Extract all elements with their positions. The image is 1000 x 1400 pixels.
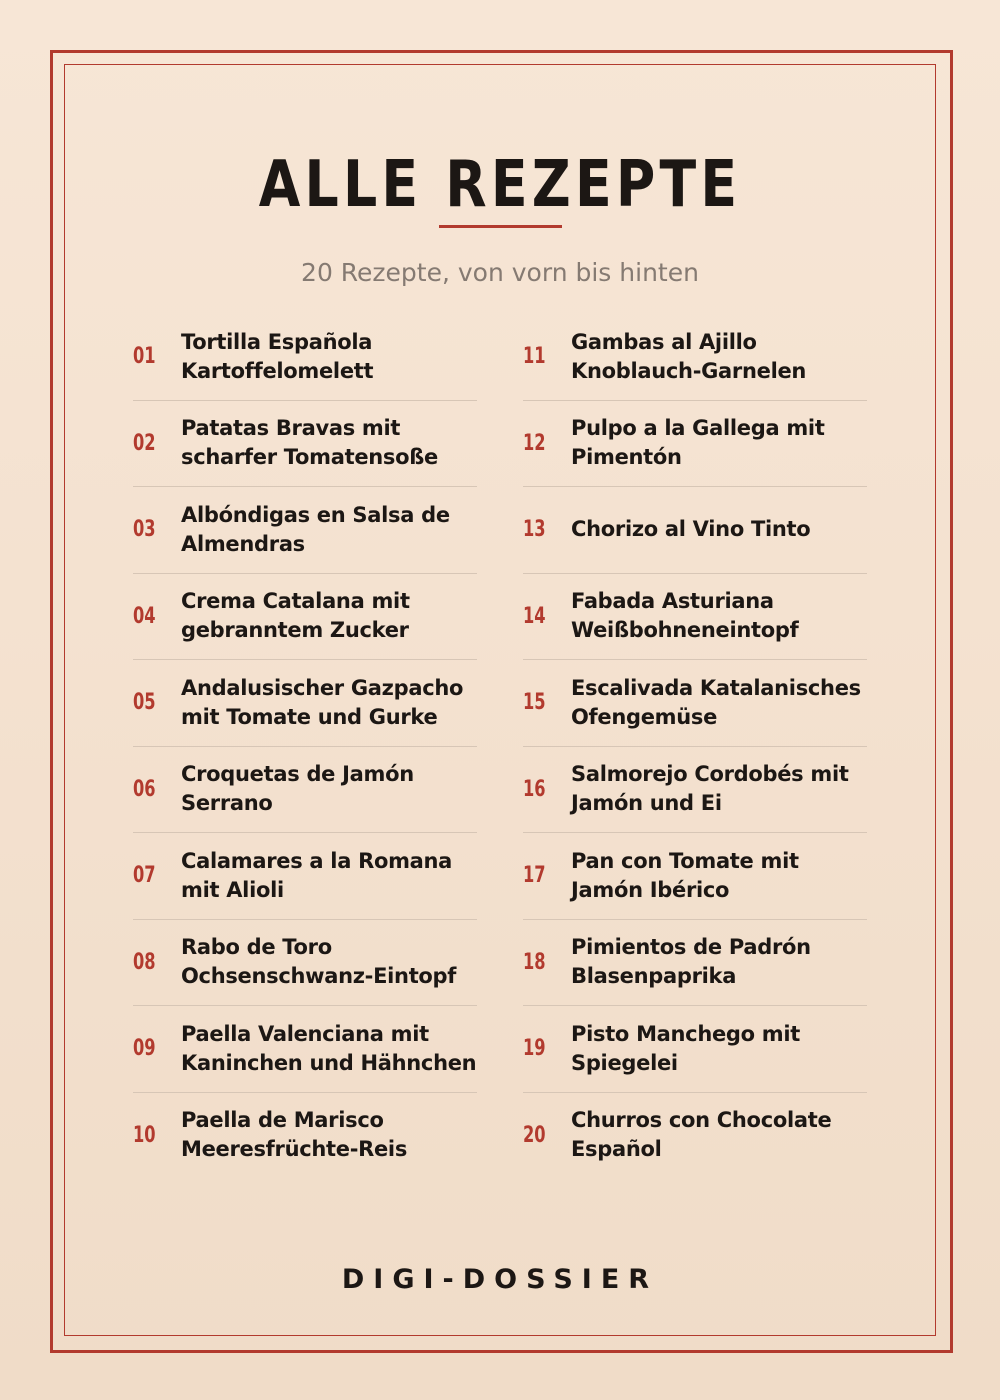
recipe-name: Crema Catalana mit gebranntem Zucker (181, 589, 410, 643)
recipe-list-right (523, 314, 867, 1178)
recipe-item[interactable] (133, 486, 477, 573)
recipe-item[interactable] (133, 573, 477, 660)
recipe-item[interactable] (133, 1092, 477, 1179)
recipe-item[interactable] (523, 1005, 867, 1092)
recipe-number: 16 (523, 776, 546, 802)
recipe-number: 18 (523, 949, 546, 975)
recipe-name: Andalusischer Gazpacho mit Tomate und Gurke (181, 675, 464, 729)
recipe-item[interactable] (523, 659, 867, 746)
recipe-number: 05 (133, 690, 156, 716)
recipe-item[interactable] (523, 746, 867, 833)
recipe-name: Salmorejo Cordobés mit Jamón und Ei (571, 762, 849, 816)
recipe-name: Escalivada Katalanisches Ofengemüse (571, 675, 861, 729)
recipe-number: 04 (133, 603, 156, 629)
recipe-number: 08 (133, 949, 156, 975)
recipe-item[interactable] (133, 832, 477, 919)
recipe-name: Tortilla Española Kartoffelomelett (181, 329, 374, 383)
recipe-name: Rabo de Toro Ochsenschwanz-Eintopf (181, 935, 457, 989)
recipe-name: Croquetas de Jamón Serrano (181, 762, 414, 816)
recipe-item[interactable] (133, 314, 477, 400)
recipe-name: Paella de Marisco Meeresfrüchte-Reis (181, 1108, 408, 1162)
page-title: ALLE REZEPTE (258, 148, 742, 222)
recipe-number: 09 (133, 1036, 156, 1062)
recipe-item[interactable] (523, 573, 867, 660)
recipe-number: 17 (523, 863, 546, 889)
recipe-name: Chorizo al Vino Tinto (571, 517, 811, 542)
recipe-item[interactable] (133, 919, 477, 1006)
recipe-number: 19 (523, 1036, 546, 1062)
recipe-name: Pan con Tomate mit Jamón Ibérico (571, 848, 799, 902)
recipe-item[interactable] (523, 1092, 867, 1179)
title-underline (439, 225, 562, 228)
recipe-item[interactable] (523, 314, 867, 400)
recipe-item[interactable] (523, 832, 867, 919)
recipe-name: Gambas al Ajillo Knoblauch-Garnelen (571, 329, 807, 383)
recipe-name: Pulpo a la Gallega mit Pimentón (571, 416, 825, 470)
recipe-name: Albóndigas en Salsa de Almendras (181, 502, 450, 556)
recipe-number: 15 (523, 690, 546, 716)
recipe-number: 06 (133, 776, 156, 802)
recipe-name: Fabada Asturiana Weißbohneneintopf (571, 589, 799, 643)
recipe-item[interactable] (523, 486, 867, 573)
recipe-number: 20 (523, 1122, 546, 1148)
recipe-name: Churros con Chocolate Español (571, 1108, 832, 1162)
recipe-number: 07 (133, 863, 156, 889)
recipe-name: Paella Valenciana mit Kaninchen und Hähnchen (181, 1021, 477, 1075)
recipe-number: 12 (523, 430, 546, 456)
page-subtitle: 20 Rezepte, von vorn bis hinten (301, 258, 699, 287)
recipe-number: 03 (133, 517, 156, 543)
recipe-number: 11 (523, 344, 546, 370)
recipe-item[interactable] (133, 746, 477, 833)
recipe-name: Calamares a la Romana mit Alioli (181, 848, 453, 902)
recipe-number: 01 (133, 344, 156, 370)
recipe-list-left (133, 314, 477, 1178)
recipe-number: 02 (133, 430, 156, 456)
recipe-number: 10 (133, 1122, 156, 1148)
recipe-item[interactable] (133, 1005, 477, 1092)
recipe-name: Pimientos de Padrón Blasenpaprika (571, 935, 811, 989)
recipe-number: 14 (523, 603, 546, 629)
footer-brand: DIGI-DOSSIER (341, 1264, 659, 1295)
recipe-item[interactable] (523, 919, 867, 1006)
recipe-name: Patatas Bravas mit scharfer Tomatensoße (181, 416, 438, 470)
recipe-item[interactable] (133, 659, 477, 746)
recipe-item[interactable] (133, 400, 477, 487)
recipe-item[interactable] (523, 400, 867, 487)
recipe-name: Pisto Manchego mit Spiegelei (571, 1021, 801, 1075)
recipe-number: 13 (523, 517, 546, 543)
